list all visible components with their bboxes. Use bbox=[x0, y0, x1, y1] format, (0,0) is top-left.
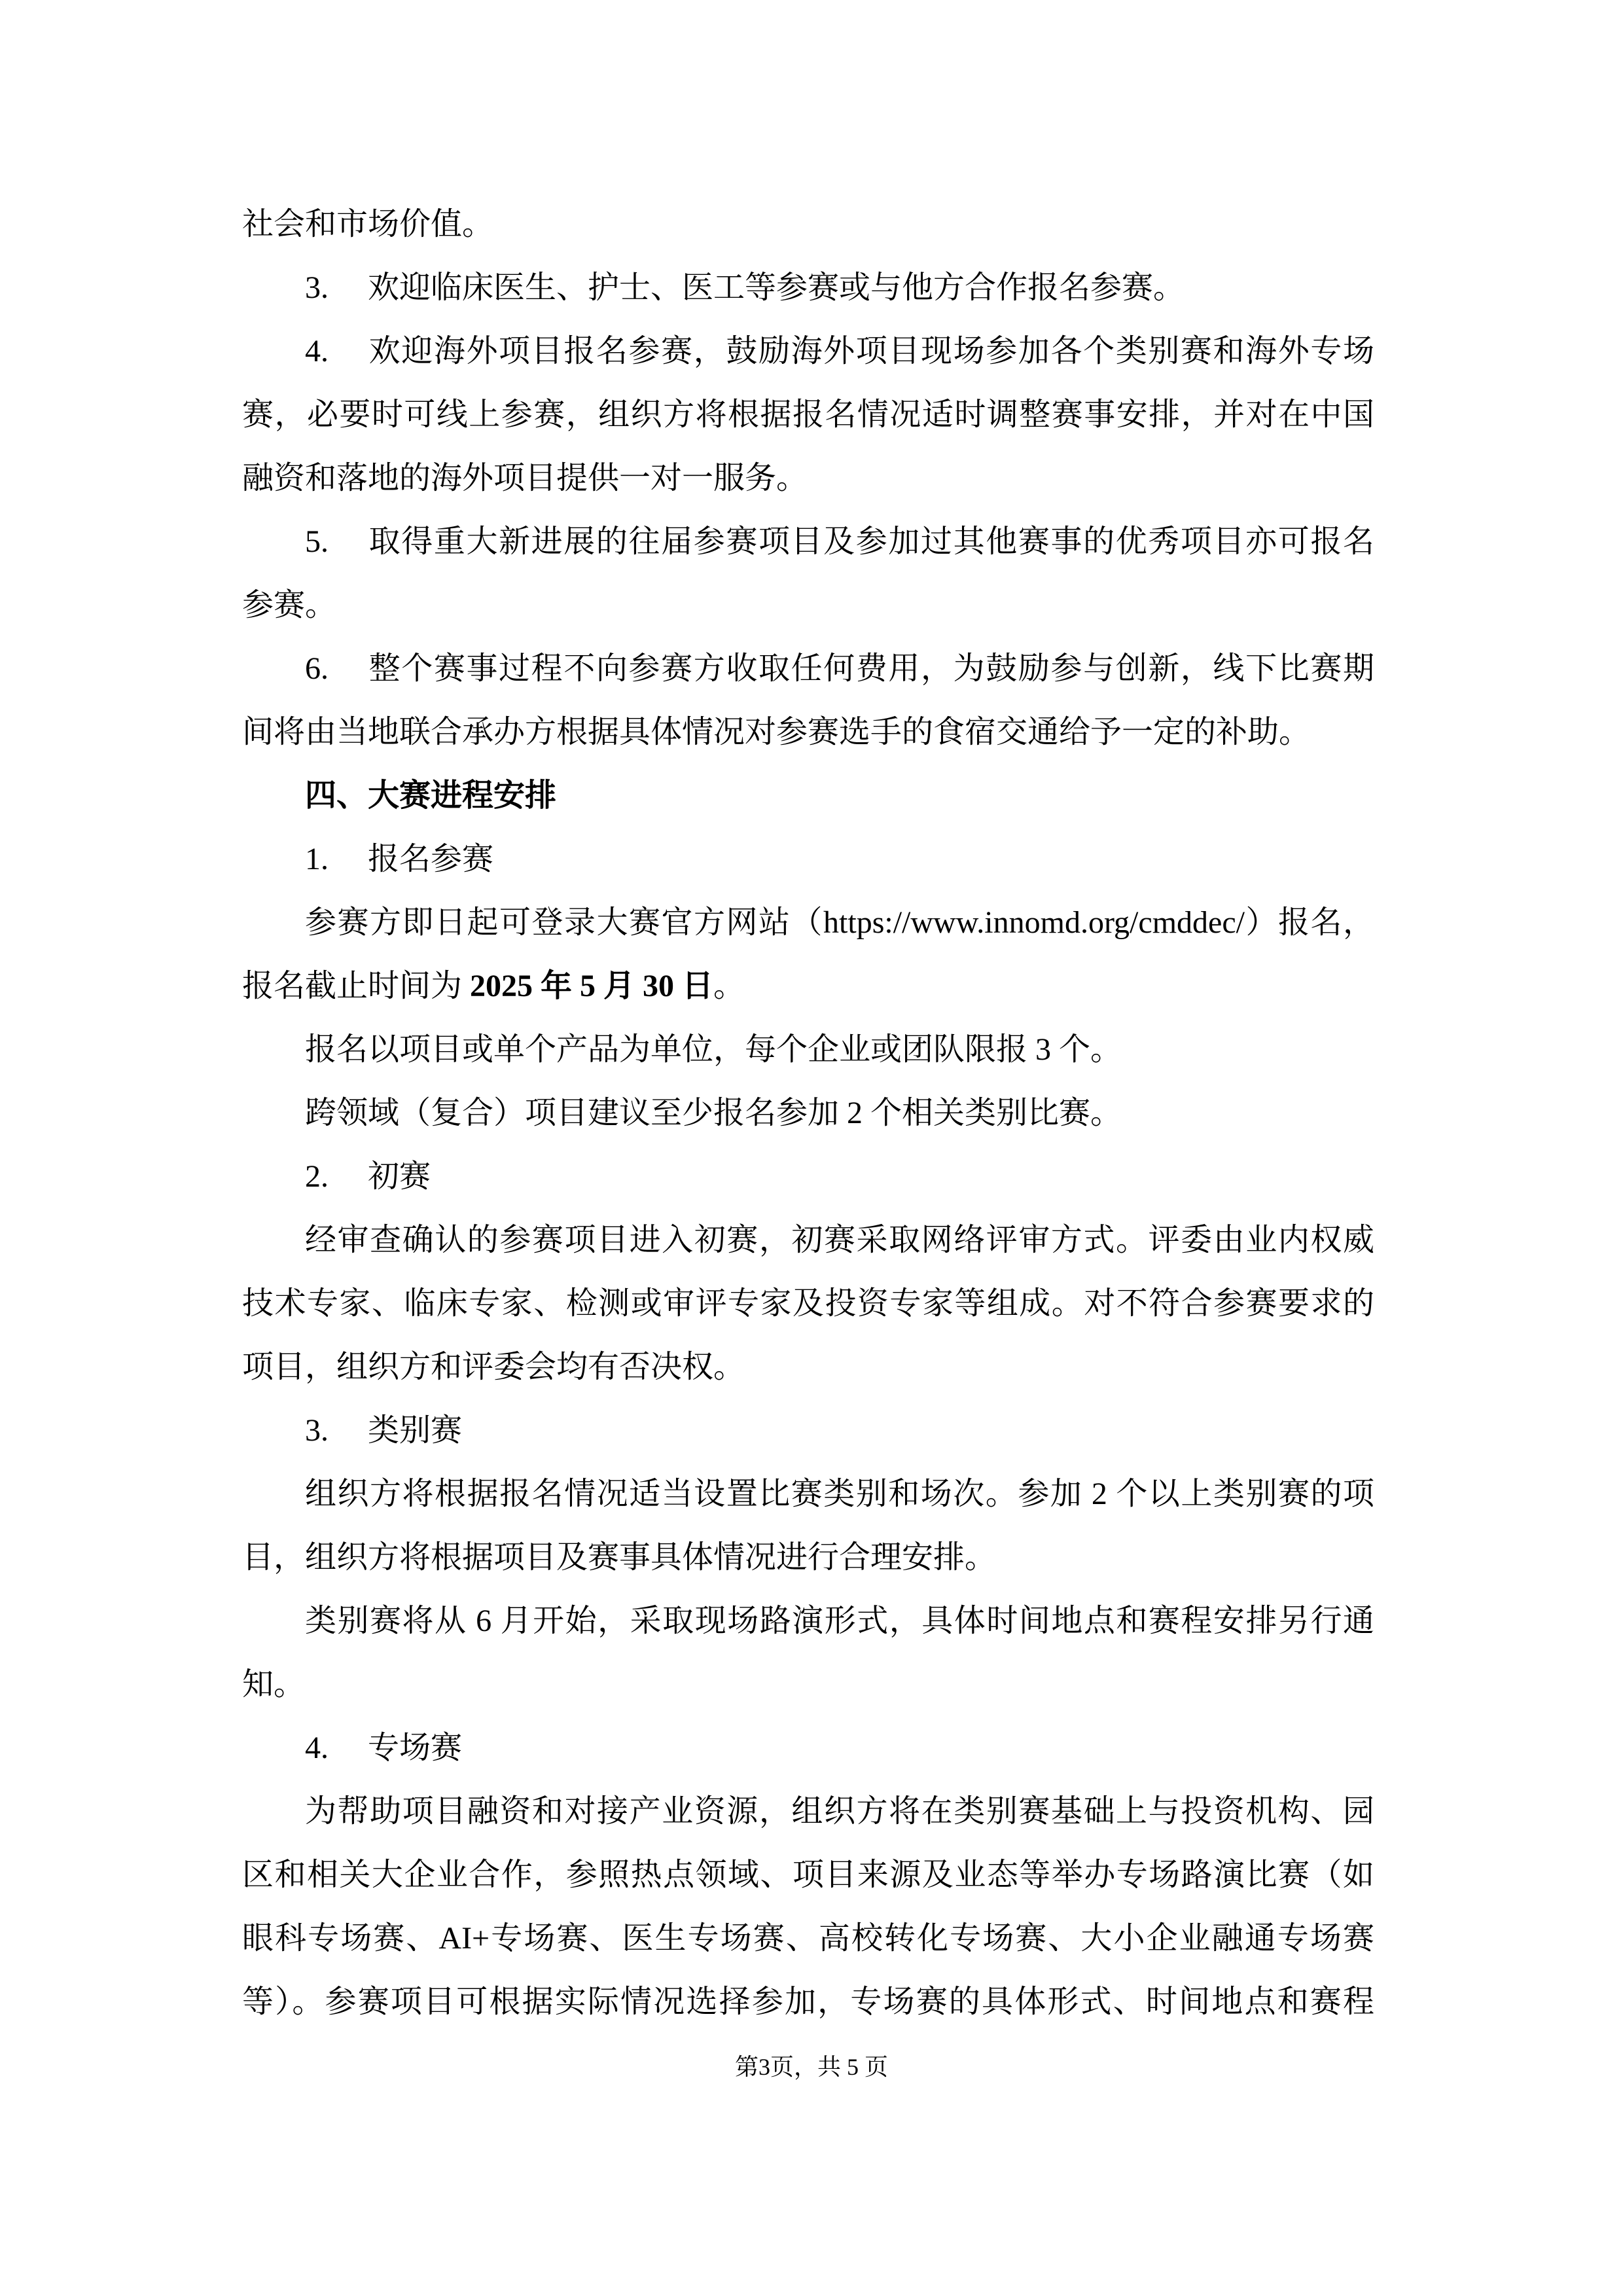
paragraph-line: 项目，组织方和评委会均有否决权。 bbox=[242, 1350, 745, 1384]
paragraph-line: 目，组织方将根据项目及赛事具体情况进行合理安排。 bbox=[242, 1540, 997, 1575]
paragraph-line: 间将由当地联合承办方根据具体情况对参赛选手的食宿交通给予一定的补助。 bbox=[242, 715, 1311, 749]
list-item-text: 类别赛 bbox=[368, 1413, 463, 1448]
list-item-6 bbox=[242, 637, 1374, 700]
list-item-4 bbox=[242, 319, 1374, 383]
list-item-text: 初赛 bbox=[368, 1159, 431, 1194]
list-item-number: 1. bbox=[305, 842, 329, 876]
sub-item-4-special bbox=[242, 1716, 1374, 1780]
list-item-number: 3. bbox=[305, 1413, 329, 1448]
paragraph-line-website: 参赛方即日起可登录大赛官方网站（https://www.innomd.org/cmddec/）报名， bbox=[305, 905, 1374, 940]
list-item-number: 3. bbox=[305, 270, 329, 305]
list-item-text: 欢迎临床医生、护士、医工等参赛或与他方合作报名参赛。 bbox=[368, 270, 1185, 305]
list-item-3 bbox=[242, 256, 1374, 319]
list-item-text: 整个赛事过程不向参赛方收取任何费用，为鼓励参与创新，线下比赛期 bbox=[368, 651, 1374, 686]
list-item-text: 取得重大新进展的往届参赛项目及参加过其他赛事的优秀项目亦可报名 bbox=[368, 524, 1374, 559]
paragraph-line-deadline bbox=[242, 954, 1374, 1018]
paragraph-line: 眼科专场赛、AI+专场赛、医生专场赛、高校转化专场赛、大小企业融通专场赛 bbox=[242, 1921, 1374, 1956]
list-item-number: 4. bbox=[305, 1731, 329, 1765]
paragraph-line: 区和相关大企业合作，参照热点领域、项目来源及业态等举办专场路演比赛（如 bbox=[242, 1857, 1374, 1892]
paragraph-line: 等）。参赛项目可根据实际情况选择参加，专场赛的具体形式、时间地点和赛程 bbox=[242, 1984, 1374, 2019]
deadline-suffix: 。 bbox=[713, 969, 745, 1003]
list-item-number: 4. bbox=[305, 334, 329, 368]
sub-item-3-category bbox=[242, 1399, 1374, 1462]
sub-item-2-preliminary bbox=[242, 1145, 1374, 1208]
paragraph-line: 为帮助项目融资和对接产业资源，组织方将在类别赛基础上与投资机构、园 bbox=[305, 1794, 1374, 1829]
paragraph-line: 参赛。 bbox=[242, 588, 337, 622]
paragraph-line: 类别赛将从 6 月开始，采取现场路演形式，具体时间地点和赛程安排另行通 bbox=[305, 1604, 1374, 1638]
paragraph-line: 组织方将根据报名情况适当设置比赛类别和场次。参加 2 个以上类别赛的项 bbox=[305, 1477, 1374, 1511]
paragraph-line: 报名以项目或单个产品为单位，每个企业或团队限报 3 个。 bbox=[305, 1032, 1122, 1067]
list-item-text: 专场赛 bbox=[368, 1731, 463, 1765]
paragraph-line: 知。 bbox=[242, 1667, 306, 1702]
deadline-prefix: 报名截止时间为 bbox=[242, 969, 471, 1003]
list-item-text: 欢迎海外项目报名参赛，鼓励海外项目现场参加各个类别赛和海外专场 bbox=[368, 334, 1374, 368]
paragraph-line: 社会和市场价值。 bbox=[242, 207, 494, 242]
section-heading-4: 四、大赛进程安排 bbox=[305, 778, 557, 813]
paragraph-line: 赛，必要时可线上参赛，组织方将根据报名情况适时调整赛事安排，并对在中国 bbox=[242, 397, 1374, 432]
list-item-number: 6. bbox=[305, 651, 329, 686]
sub-item-1-signup bbox=[242, 827, 1374, 891]
paragraph-line: 经审查确认的参赛项目进入初赛，初赛采取网络评审方式。评委由业内权威 bbox=[305, 1223, 1374, 1257]
deadline-date: 2025 年 5 月 30 日 bbox=[470, 969, 714, 1003]
list-item-5 bbox=[242, 510, 1374, 573]
list-item-number: 2. bbox=[305, 1159, 329, 1194]
paragraph-line: 技术专家、临床专家、检测或审评专家及投资专家等组成。对不符合参赛要求的 bbox=[242, 1286, 1374, 1321]
paragraph-line: 融资和落地的海外项目提供一对一服务。 bbox=[242, 461, 808, 495]
paragraph-line: 跨领域（复合）项目建议至少报名参加 2 个相关类别比赛。 bbox=[305, 1096, 1122, 1130]
list-item-text: 报名参赛 bbox=[368, 842, 494, 876]
page-number-footer: 第3页，共 5 页 bbox=[734, 2054, 888, 2080]
list-item-number: 5. bbox=[305, 524, 329, 559]
